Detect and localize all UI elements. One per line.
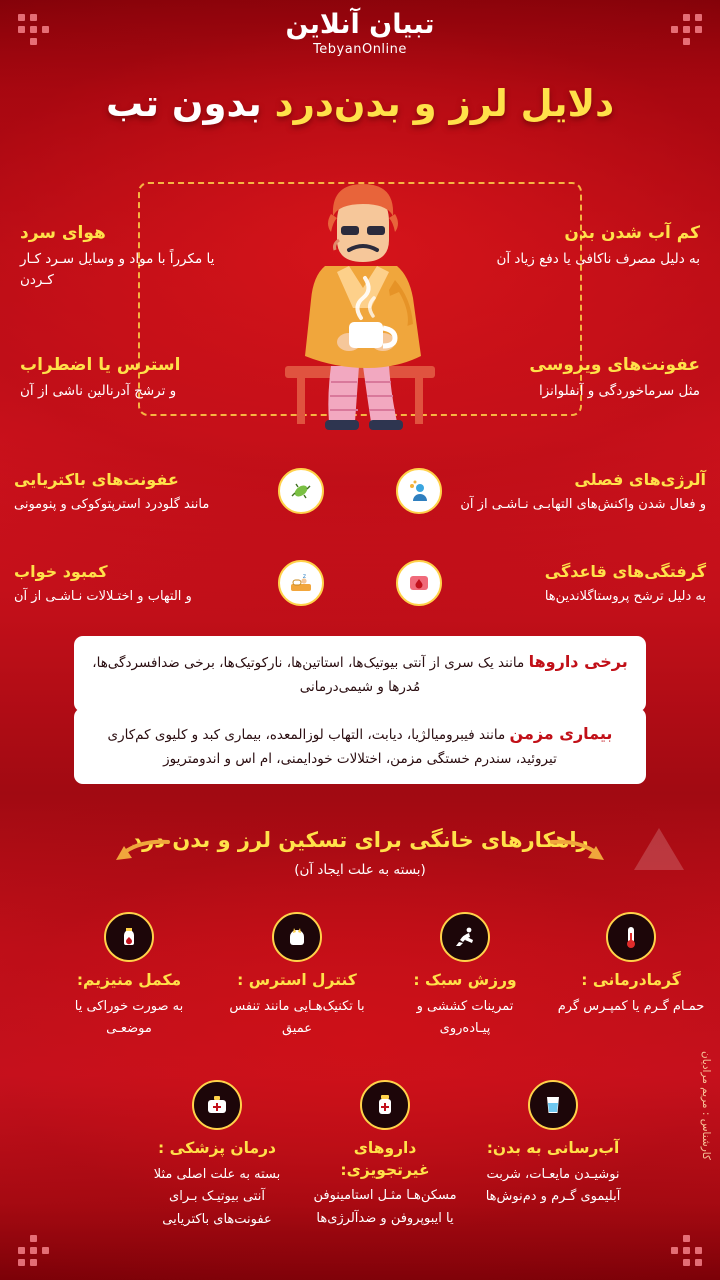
card-lead: برخی داروها — [528, 652, 628, 671]
reason-cold-weather — [20, 220, 235, 291]
card-chronic-disease — [74, 708, 646, 784]
medical-bag-icon — [192, 1080, 242, 1130]
brand-name-en: TebyanOnline — [313, 41, 407, 57]
thermometer-icon — [606, 912, 656, 962]
card-text: مانند فیبرومیالژیا، دیابت، التهاب لوزالمعده، بیماری کبد و کلیوی کم‌کاری تیروئید، سندرم خستگی مزمن، اختلالات خودایمنی، ام اس و اندومتریوز — [107, 727, 557, 767]
sick-person-illustration — [245, 170, 475, 440]
reason-heading: هوای سرد — [20, 223, 106, 243]
corner-ornament-icon — [668, 1232, 702, 1266]
page-title — [0, 82, 720, 125]
reason-seasonal-allergy — [396, 468, 706, 515]
reason-heading: عفونت‌های ویروسی — [529, 355, 700, 375]
brand-name-fa: تبیان آنلاین — [285, 9, 435, 40]
remedy-magnesium-supplement — [54, 912, 204, 1041]
hero-section — [0, 170, 720, 450]
reason-sleep-deprivation — [14, 560, 324, 607]
svg-text:z: z — [302, 573, 306, 580]
sleep-icon — [278, 560, 324, 606]
supplement-icon — [104, 912, 154, 962]
arrow-right-icon — [548, 838, 608, 864]
reason-viral-infection — [485, 352, 700, 402]
remedies-subtitle: (بسته به علت ایجاد آن) — [294, 862, 426, 878]
remedy-light-exercise — [390, 912, 540, 1041]
arrow-left-icon — [112, 838, 172, 864]
remedy-heading: ورزش سبک : — [413, 971, 517, 989]
reason-text — [452, 560, 706, 607]
reason-body: یا مکرراً با مواد و وسایل سـرد کـار کـردن — [20, 251, 215, 289]
reason-dehydration — [485, 220, 700, 270]
allergy-icon — [396, 468, 442, 514]
reason-body: و فعال شدن واکنش‌های التهابـی نـاشـی از آن — [460, 496, 706, 512]
brand-logo — [0, 10, 720, 57]
remedy-medical-treatment — [142, 1080, 292, 1232]
corner-ornament-icon — [18, 1232, 52, 1266]
reason-body: و التهاب و اختـلالات نـاشـی از آن — [14, 588, 192, 604]
card-lead: بیماری مزمن — [509, 724, 613, 743]
reason-body: به دلیل مصرف ناکافی یا دفع زیاد آن — [496, 251, 700, 268]
reason-body: به دلیل ترشح پروستاگلاندین‌ها — [544, 588, 706, 604]
remedy-heat-therapy — [556, 912, 706, 1018]
remedy-heading: داروهای غیرتجویزی: — [340, 1139, 430, 1179]
reason-heading: عفونت‌های باکتریایی — [14, 470, 179, 489]
credit-text: کارشناس : مریم مرادیان — [700, 1051, 712, 1160]
reason-stress-anxiety — [20, 352, 235, 402]
remedies-title: راهکارهای خانگی برای تسکین لرز و بدن درد — [131, 828, 589, 852]
water-glass-icon — [528, 1080, 578, 1130]
remedy-otc-drugs — [310, 1080, 460, 1231]
reason-heading: گرفتگی‌های قاعدگی — [544, 562, 706, 581]
card-text: مانند یک سری از آنتی بیوتیک‌ها، استاتین‌ها، نارکوتیک‌ها، برخی ضدافسردگی‌ها، مُدرها و شیمی‌درمانی — [92, 655, 525, 695]
reason-body: مانند گلودرد استرپتوکوکی و پنومونی — [14, 496, 210, 512]
card-medications — [74, 636, 646, 712]
remedy-body: بسته به علت اصلی مثلا آنتی بیوتیـک بـرای عفونت‌های باکتریایی — [153, 1166, 281, 1228]
remedy-body: تمرینات کششی و پیـاده‌روی — [416, 998, 514, 1037]
remedy-hydration — [478, 1080, 628, 1209]
stress-icon — [272, 912, 322, 962]
reason-body: مثل سرماخوردگی و آنفلوانزا — [538, 383, 700, 400]
reason-heading: کمبود خواب — [14, 562, 108, 581]
page-title-part2: بدون تب — [105, 82, 262, 125]
stretch-icon — [440, 912, 490, 962]
reason-bacterial-infection — [14, 468, 324, 515]
remedy-heading: آب‌رسانی به بدن: — [486, 1139, 620, 1157]
reason-menstrual-cramps — [396, 560, 706, 607]
remedy-body: با تکنیک‌هـایی مانند تنفس عمیق — [229, 998, 365, 1037]
remedy-body: به صورت خوراکی یا موضعـی — [74, 998, 184, 1037]
remedy-body: حمـام گـرم یا کمپـرس گرم — [557, 998, 705, 1014]
remedy-stress-control — [222, 912, 372, 1041]
reason-heading: استرس یا اضطراب — [20, 355, 181, 375]
remedy-body: مسکن‌هـا مثـل استامینوفن یا ایبوپروفن و ضدآلرژی‌ها — [313, 1188, 457, 1227]
remedy-body: نوشیـدن مایعـات، شربت آبلیموی گـرم و دم‌نوش‌ها — [485, 1166, 621, 1205]
remedy-heading: کنترل استرس : — [237, 971, 357, 989]
reason-heading: آلرژی‌های فصلی — [574, 470, 706, 489]
remedy-heading: گرمادرمانی : — [581, 971, 681, 989]
reason-heading: کم آب شدن بدن — [564, 223, 700, 243]
reason-text — [14, 560, 268, 607]
period-icon — [396, 560, 442, 606]
bacteria-icon — [278, 468, 324, 514]
reason-text — [14, 468, 268, 515]
page-title-part1: دلایل لرز و بدن‌درد — [274, 82, 615, 125]
reason-text — [452, 468, 706, 515]
medicine-bottle-icon — [360, 1080, 410, 1130]
remedy-heading: مکمل منیزیم: — [76, 971, 182, 989]
remedy-heading: درمان پزشکی : — [158, 1139, 276, 1157]
reason-body: و ترشح آدرنالین ناشی از آن — [20, 383, 177, 400]
